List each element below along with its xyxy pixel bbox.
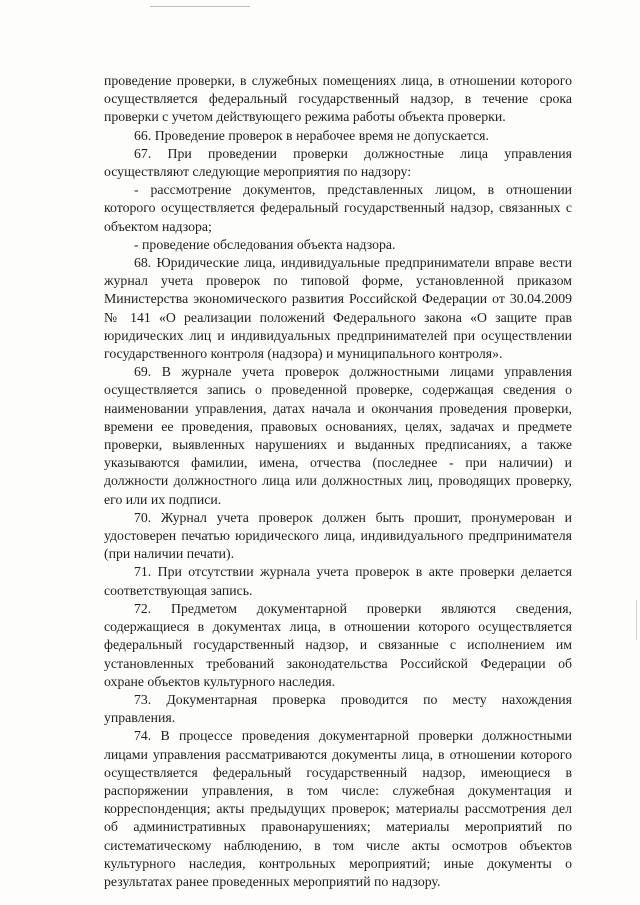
- text-line: содержащиеся в документах лица, в отношении которого осуществляется: [104, 619, 572, 635]
- text-line: результатах ранее проведенных мероприятий по надзору.: [104, 873, 441, 889]
- text-line: осуществляют следующие мероприятия по надзору:: [104, 164, 412, 180]
- text-line: федеральный государственный надзор, и связанные с исполнением им: [104, 637, 572, 653]
- text-line: управления.: [104, 710, 176, 726]
- text-line: проверки с учетом действующего режима работы объекта проверки.: [104, 109, 506, 125]
- text-line: 72. Предметом документарной проверки являются сведения,: [134, 600, 572, 616]
- text-line: охране объектов культурного наследия.: [104, 673, 336, 689]
- text-line: указываются фамилии, имена, отчества (последнее - при наличии) и: [104, 455, 572, 471]
- text-line: объектом надзора;: [104, 218, 212, 234]
- document-body: [104, 72, 572, 891]
- text-line: 69. В журнале учета проверок должностными лицами управления: [134, 364, 572, 380]
- text-line: 66. Проведение проверок в нерабочее время не допускается.: [134, 127, 489, 143]
- text-line: 68. Юридические лица, индивидуальные предприниматели вправе вести: [134, 255, 572, 271]
- text-line: наименовании управления, датах начала и окончания проведения проверки,: [104, 400, 572, 416]
- text-line: удостоверен печатью юридического лица, индивидуального предпринимателя: [104, 528, 572, 544]
- text-line: Министерства экономического развития Российской Федерации от 30.04.2009: [104, 291, 572, 307]
- text-line: осуществляется запись о проведенной проверке, содержащая сведения о: [104, 382, 572, 398]
- text-line: распоряжении управления, в том числе: служебная документация и: [104, 782, 572, 798]
- text-line: его или их подписи.: [104, 491, 222, 507]
- text-line: осуществляется федеральный государственный надзор, в течение срока: [104, 91, 572, 107]
- text-line: соответствующая запись.: [104, 582, 253, 598]
- text-line: должности должностного лица или должностных лиц, проводящих проверку,: [104, 473, 572, 489]
- text-line: государственного контроля (надзора) и муниципального контроля».: [104, 346, 503, 362]
- text-line: 73. Документарная проверка проводится по месту нахождения: [134, 691, 572, 707]
- text-line: времени ее проведения, правовых основаниях, целях, задачах и предмете: [104, 418, 572, 434]
- text-line: - рассмотрение документов, представленных лицом, в отношении: [134, 182, 572, 198]
- text-line: корреспонденция; акты предыдущих проверок; материалы рассмотрения дел: [104, 801, 572, 817]
- margin-mark: [636, 600, 637, 640]
- text-line: юридических лиц и индивидуальных предпринимателей при осуществлении: [104, 327, 572, 343]
- text-line: 71. При отсутствии журнала учета проверок в акте проверки делается: [134, 564, 572, 580]
- text-line: об административных правонарушениях; материалы мероприятий по: [104, 819, 572, 835]
- text-line: установленных требований законодательства Российской Федерации об: [104, 655, 572, 671]
- text-line: журнал учета проверок по типовой форме, установленной приказом: [104, 273, 572, 289]
- text-line: 67. При проведении проверки должностные лица управления: [134, 145, 572, 161]
- text-line: № 141 «О реализации положений Федерального закона «О защите прав: [104, 309, 572, 325]
- top-rule: [150, 6, 250, 7]
- text-line: (при наличии печати).: [104, 546, 235, 562]
- text-line: 74. В процессе проведения документарной проверки должностными: [134, 728, 572, 744]
- text-line: которого осуществляется федеральный государственный надзор, связанных с: [104, 200, 572, 216]
- text-line: проверки, выявленных нарушениях и выданных предписаниях, а также: [104, 437, 572, 453]
- text-line: - проведение обследования объекта надзора.: [134, 236, 396, 252]
- text-line: лицами управления рассматриваются документы лица, в отношении которого: [104, 746, 572, 762]
- text-line: систематическому наблюдению, в том числе акты осмотров объектов: [104, 837, 572, 853]
- text-line: осуществляется федеральный государственный надзор, имеющиеся в: [104, 764, 572, 780]
- text-line: культурного наследия, контрольных мероприятий; иные документы о: [104, 855, 572, 871]
- text-line: проведение проверки, в служебных помещениях лица, в отношении которого: [104, 73, 572, 88]
- text-line: 70. Журнал учета проверок должен быть прошит, пронумерован и: [134, 509, 572, 525]
